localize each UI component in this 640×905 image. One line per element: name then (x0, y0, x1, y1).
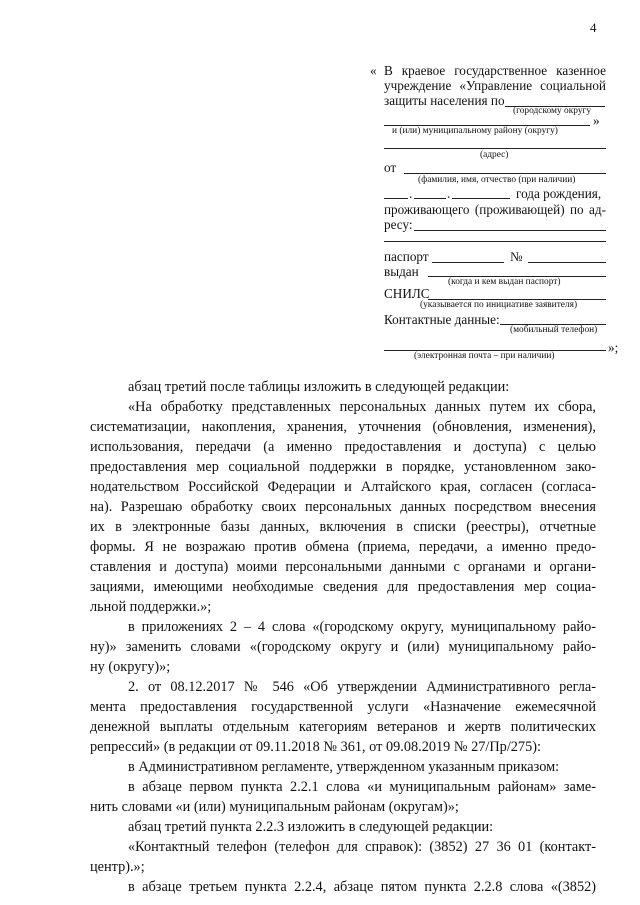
birth-day-blank (384, 198, 408, 199)
body-line-14: ну)» заменить словами «(городскому округу и (или) муниципальному райо- (90, 639, 596, 655)
addressee-line-3: защиты населения по (384, 93, 505, 108)
body-line-20: в Административном регламенте, утвержденном указанным приказом: (128, 759, 560, 775)
body-line-17: мента предоставления государственной услуги «Назначение ежемесячной (90, 699, 596, 715)
issued-caption: (когда и кем выдан паспорт) (448, 277, 561, 287)
body-line-23: абзац третий пункта 2.2.3 изложить в следующей редакции: (128, 819, 494, 835)
fio-caption: (фамилия, имя, отчество (при наличии) (418, 175, 576, 185)
body-line-21: в абзаце первом пункта 2.2.1 слова «и муниципальным районам» заме- (128, 779, 596, 795)
passport-number-blank (528, 262, 606, 263)
snils-caption: (указывается по инициативе заявителя) (420, 300, 578, 310)
body-line-5: предоставления мер социальной поддержки в порядке, установленном зако- (90, 459, 596, 475)
body-line-10: ставления и доступа) моими персональными данными с органами и органи- (90, 559, 596, 575)
contacts-label: Контактные данные: (384, 312, 500, 327)
body-line-16: 2. от 08.12.2017 № 546 «Об утверждении Административного регла- (128, 679, 596, 695)
address-line-1 (414, 230, 606, 231)
body-line-6: нодательством Российской Федерации и Алтайского края, согласен (согласа- (90, 479, 596, 495)
from-label: от (384, 160, 397, 175)
passport-series-blank (432, 262, 504, 263)
fio-blank-line (404, 173, 606, 174)
number-sign: № (510, 249, 523, 264)
page-number: 4 (590, 20, 597, 35)
addressee-line-2: учреждение «Управление социальной (384, 78, 606, 93)
opening-quote: « (370, 63, 377, 78)
body-line-26: в абзаце третьем пункта 2.2.4, абзаце пятом пункта 2.2.8 слова «(3852) (128, 879, 596, 895)
closing-quote-1: » (593, 113, 600, 128)
body-line-4: использования, передачи (а именно предоставления и доступа) с целью (90, 439, 596, 455)
phone-caption: (мобильный телефон) (510, 325, 598, 335)
city-caption: (городскому округу (513, 106, 592, 116)
address-caption: (адрес) (480, 150, 509, 160)
body-line-22: нить словами «и (или) муниципальным районам (округам)»; (90, 799, 459, 815)
addressee-line-1: В краевое государственное казенное (384, 63, 606, 78)
resu-label: ресу: (384, 217, 413, 232)
birth-month-blank (414, 198, 446, 199)
body-line-19: репрессий» (в редакции от 09.11.2018 № 361, от 09.08.2019 № 27/Пр/275): (90, 739, 541, 755)
snils-label: СНИЛС (384, 286, 430, 301)
closing-quote-2: »; (608, 340, 619, 355)
body-line-13: в приложениях 2 – 4 слова «(городскому округу, муниципальному райо- (128, 619, 596, 635)
body-line-25: центр).»; (90, 859, 145, 875)
date-dot-1: . (409, 186, 413, 201)
address-blank-line (384, 148, 606, 149)
email-caption: (электронная почта – при наличии) (414, 351, 555, 361)
body-line-24: «Контактный телефон (телефон для справок): (3852) 27 36 01 (контакт- (128, 839, 596, 855)
body-line-15: ну (округу)»; (90, 659, 171, 675)
date-dot-2: . (447, 186, 451, 201)
birth-year-label: года рождения, (516, 186, 602, 201)
body-line-8: их в электронные базы данных, включения в списки (реестры), отчетные (90, 519, 596, 535)
body-line-9: формы. Я не возражаю против обмена (приема, передачи, а именно предо- (90, 539, 596, 555)
body-line-11: зациями, имеющими необходимые сведения для предоставления мер социа- (90, 579, 596, 595)
residing-label: проживающего (проживающей) по ад- (384, 202, 606, 217)
body-line-1: абзац третий после таблицы изложить в следующей редакции: (128, 379, 510, 395)
district-caption: и (или) муниципальному району (округу) (392, 126, 558, 136)
body-line-7: на). Разрешаю обработку своих персональных данных посредством внесения (90, 499, 596, 515)
address-line-2 (384, 241, 606, 242)
body-line-18: денежной выплаты отдельным категориям ветеранов и жертв политических (90, 719, 596, 735)
body-line-3: систематизации, накопления, хранения, уточнения (обновления, изменения), (90, 419, 596, 435)
passport-label: паспорт (384, 249, 429, 264)
birth-year-blank (452, 198, 510, 199)
body-line-2: «На обработку представленных персональных данных путем их сбора, (128, 399, 596, 415)
issued-label: выдан (384, 264, 419, 279)
body-line-12: льной поддержки.»; (90, 599, 212, 615)
